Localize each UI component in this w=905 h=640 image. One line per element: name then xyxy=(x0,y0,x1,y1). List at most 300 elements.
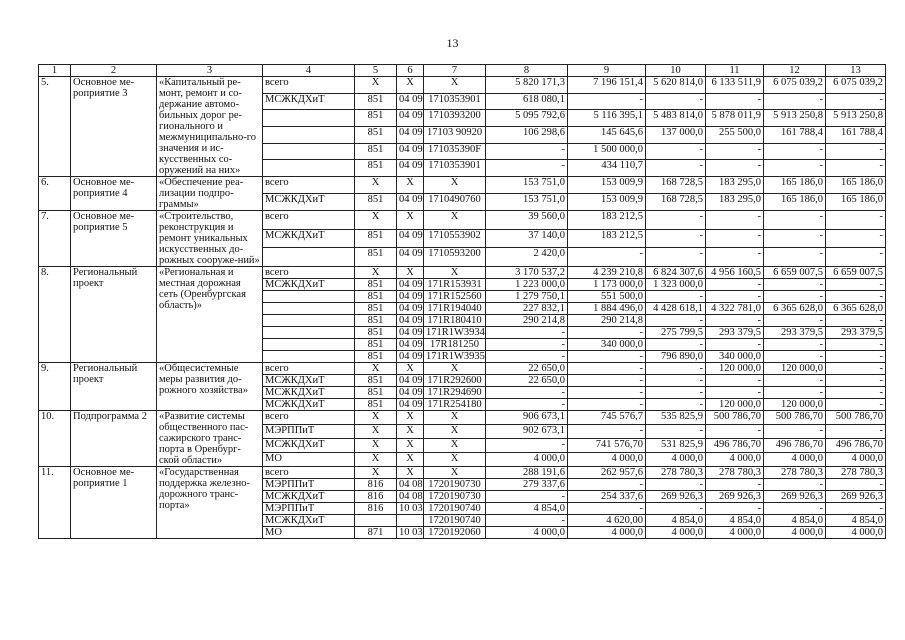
amount-cell: 145 645,6 xyxy=(568,126,646,143)
amount-cell: 5 913 250,8 xyxy=(826,110,886,127)
code-cell: X xyxy=(355,467,397,479)
code-cell: 851 xyxy=(355,93,397,110)
target-article-cell: X xyxy=(424,425,486,439)
amount-cell: 4 854,0 xyxy=(486,503,568,515)
section-cell: X xyxy=(397,77,424,94)
executor-cell xyxy=(263,143,355,160)
amount-cell: - xyxy=(826,211,886,230)
executor-cell xyxy=(263,351,355,363)
code-cell: 851 xyxy=(355,351,397,363)
measure-name-cell: Основное ме-роприятие 1 xyxy=(71,467,157,539)
amount-cell: - xyxy=(568,351,646,363)
executor-cell: всего xyxy=(263,411,355,425)
amount-cell: - xyxy=(764,339,826,351)
amount-cell: 906 673,1 xyxy=(486,411,568,425)
amount-cell: 1 323 000,0 xyxy=(646,279,706,291)
section-cell: 04 09 xyxy=(397,194,424,211)
code-cell: 851 xyxy=(355,303,397,315)
code-cell: 871 xyxy=(355,527,397,539)
amount-cell: 120 000,0 xyxy=(764,399,826,411)
row-number-cell: 9. xyxy=(39,363,71,411)
target-article-cell: X xyxy=(424,177,486,194)
amount-cell: 496 786,70 xyxy=(706,439,764,453)
amount-cell: - xyxy=(826,479,886,491)
section-cell: 10 03 xyxy=(397,503,424,515)
amount-cell: 5 095 792,6 xyxy=(486,110,568,127)
amount-cell: 165 186,0 xyxy=(826,177,886,194)
section-cell: 04 09 xyxy=(397,93,424,110)
amount-cell: 262 957,6 xyxy=(568,467,646,479)
budget-table xyxy=(38,64,886,539)
code-cell: 851 xyxy=(355,248,397,267)
amount-cell: - xyxy=(568,327,646,339)
amount-cell: 340 000,0 xyxy=(568,339,646,351)
code-cell: 851 xyxy=(355,399,397,411)
amount-cell: 153 751,0 xyxy=(486,194,568,211)
target-article-cell: 17R181250 xyxy=(424,339,486,351)
amount-cell: 4 854,0 xyxy=(826,515,886,527)
amount-cell: 1 279 750,1 xyxy=(486,291,568,303)
amount-cell: 4 854,0 xyxy=(706,515,764,527)
table-row xyxy=(39,267,886,279)
amount-cell: - xyxy=(826,399,886,411)
amount-cell: - xyxy=(568,399,646,411)
amount-cell: - xyxy=(568,479,646,491)
code-cell: 851 xyxy=(355,291,397,303)
target-article-cell: X xyxy=(424,363,486,375)
amount-cell: - xyxy=(764,375,826,387)
code-cell: 851 xyxy=(355,375,397,387)
amount-cell: - xyxy=(764,387,826,399)
target-article-cell: 1710490760 xyxy=(424,194,486,211)
amount-cell: 4 000,0 xyxy=(706,453,764,467)
amount-cell: - xyxy=(486,491,568,503)
amount-cell: 161 788,4 xyxy=(764,126,826,143)
code-cell xyxy=(355,515,397,527)
executor-cell: всего xyxy=(263,267,355,279)
section-cell: 04 09 xyxy=(397,303,424,315)
amount-cell: 22 650,0 xyxy=(486,363,568,375)
executor-cell: МО xyxy=(263,453,355,467)
amount-cell: 500 786,70 xyxy=(764,411,826,425)
amount-cell: - xyxy=(486,339,568,351)
section-cell: X xyxy=(397,425,424,439)
column-header: 12 xyxy=(764,65,826,77)
amount-cell: 153 751,0 xyxy=(486,177,568,194)
amount-cell: - xyxy=(568,387,646,399)
row-number-cell: 6. xyxy=(39,177,71,211)
section-cell: X xyxy=(397,453,424,467)
executor-cell xyxy=(263,291,355,303)
amount-cell: - xyxy=(646,229,706,248)
measure-description-cell: «Общесистемные меры развития до-рожного хозяйства» xyxy=(157,363,263,411)
amount-cell: - xyxy=(706,315,764,327)
executor-cell xyxy=(263,339,355,351)
amount-cell: 278 780,3 xyxy=(764,467,826,479)
amount-cell: - xyxy=(486,399,568,411)
amount-cell: - xyxy=(764,279,826,291)
section-cell: X xyxy=(397,411,424,425)
code-cell: X xyxy=(355,411,397,425)
code-cell: 851 xyxy=(355,194,397,211)
amount-cell: 4 956 160,5 xyxy=(706,267,764,279)
amount-cell: - xyxy=(764,248,826,267)
section-cell: 04 09 xyxy=(397,315,424,327)
column-header: 11 xyxy=(706,65,764,77)
amount-cell: - xyxy=(568,248,646,267)
amount-cell: 618 080,1 xyxy=(486,93,568,110)
amount-cell: 278 780,3 xyxy=(706,467,764,479)
column-header: 10 xyxy=(646,65,706,77)
amount-cell: 4 000,0 xyxy=(826,527,886,539)
executor-cell xyxy=(263,110,355,127)
amount-cell: 500 786,70 xyxy=(706,411,764,425)
amount-cell: - xyxy=(646,93,706,110)
section-cell: 04 09 xyxy=(397,339,424,351)
code-cell: X xyxy=(355,267,397,279)
column-header: 4 xyxy=(263,65,355,77)
measure-name-cell: Региональный проект xyxy=(71,267,157,363)
amount-cell: - xyxy=(706,375,764,387)
amount-cell: - xyxy=(826,291,886,303)
column-header: 13 xyxy=(826,65,886,77)
amount-cell: 434 110,7 xyxy=(568,160,646,177)
table-row xyxy=(39,77,886,94)
target-article-cell: X xyxy=(424,467,486,479)
amount-cell: - xyxy=(568,425,646,439)
code-cell: 851 xyxy=(355,110,397,127)
amount-cell: - xyxy=(706,425,764,439)
executor-cell: МЭРППиТ xyxy=(263,479,355,491)
code-cell: 816 xyxy=(355,491,397,503)
code-cell: 851 xyxy=(355,339,397,351)
table-row xyxy=(39,211,886,230)
executor-cell: МСЖКДХиТ xyxy=(263,515,355,527)
column-header: 9 xyxy=(568,65,646,77)
measure-name-cell: Основное ме-роприятие 3 xyxy=(71,77,157,177)
executor-cell xyxy=(263,160,355,177)
code-cell: 851 xyxy=(355,387,397,399)
amount-cell: - xyxy=(764,479,826,491)
amount-cell: 6 075 039,2 xyxy=(826,77,886,94)
target-article-cell: 17103 90920 xyxy=(424,126,486,143)
amount-cell: - xyxy=(646,425,706,439)
amount-cell: - xyxy=(568,93,646,110)
amount-cell: - xyxy=(646,211,706,230)
amount-cell: 168 728,5 xyxy=(646,194,706,211)
executor-cell xyxy=(263,315,355,327)
amount-cell: 6 133 511,9 xyxy=(706,77,764,94)
amount-cell: 168 728,5 xyxy=(646,177,706,194)
amount-cell: 275 799,5 xyxy=(646,327,706,339)
amount-cell: - xyxy=(826,375,886,387)
executor-cell: всего xyxy=(263,211,355,230)
target-article-cell: X xyxy=(424,411,486,425)
amount-cell: 153 009,9 xyxy=(568,177,646,194)
amount-cell: 1 884 496,0 xyxy=(568,303,646,315)
target-article-cell: X xyxy=(424,267,486,279)
section-cell: 04 09 xyxy=(397,143,424,160)
amount-cell: 4 000,0 xyxy=(568,453,646,467)
amount-cell: 5 820 171,3 xyxy=(486,77,568,94)
section-cell: X xyxy=(397,211,424,230)
target-article-cell: 1710393200 xyxy=(424,110,486,127)
column-header: 7 xyxy=(424,65,486,77)
amount-cell: - xyxy=(646,143,706,160)
section-cell: 04 09 xyxy=(397,399,424,411)
amount-cell: 183 295,0 xyxy=(706,177,764,194)
target-article-cell: 1720190730 xyxy=(424,491,486,503)
target-article-cell: 1710353901 xyxy=(424,93,486,110)
amount-cell: 1 500 000,0 xyxy=(568,143,646,160)
amount-cell: - xyxy=(646,160,706,177)
amount-cell: 4 428 618,1 xyxy=(646,303,706,315)
column-header: 8 xyxy=(486,65,568,77)
amount-cell: 183 212,5 xyxy=(568,211,646,230)
target-article-cell: 1720190740 xyxy=(424,515,486,527)
target-article-cell: 171R153931 xyxy=(424,279,486,291)
amount-cell: 153 009,9 xyxy=(568,194,646,211)
page-number: 13 xyxy=(446,36,459,50)
amount-cell: 165 186,0 xyxy=(764,194,826,211)
executor-cell: всего xyxy=(263,77,355,94)
amount-cell: 255 500,0 xyxy=(706,126,764,143)
amount-cell: - xyxy=(764,291,826,303)
amount-cell: 5 116 395,1 xyxy=(568,110,646,127)
executor-cell: МО xyxy=(263,527,355,539)
amount-cell: 4 000,0 xyxy=(568,527,646,539)
amount-cell: 5 878 011,9 xyxy=(706,110,764,127)
measure-description-cell: «Обеспечение реа-лизации подпро-граммы» xyxy=(157,177,263,211)
amount-cell: 183 295,0 xyxy=(706,194,764,211)
amount-cell: 37 140,0 xyxy=(486,229,568,248)
amount-cell: 4 620,00 xyxy=(568,515,646,527)
amount-cell: - xyxy=(486,387,568,399)
amount-cell: 6 365 628,0 xyxy=(826,303,886,315)
amount-cell: 269 926,3 xyxy=(646,491,706,503)
section-cell: X xyxy=(397,177,424,194)
section-cell: 04 09 xyxy=(397,327,424,339)
code-cell: 851 xyxy=(355,315,397,327)
section-cell: 10 03 xyxy=(397,527,424,539)
amount-cell: - xyxy=(646,315,706,327)
target-article-cell: 1710353901 xyxy=(424,160,486,177)
amount-cell: - xyxy=(764,93,826,110)
amount-cell: 293 379,5 xyxy=(764,327,826,339)
amount-cell: - xyxy=(706,339,764,351)
amount-cell: - xyxy=(706,479,764,491)
amount-cell: - xyxy=(568,363,646,375)
amount-cell: 254 337,6 xyxy=(568,491,646,503)
executor-cell: всего xyxy=(263,363,355,375)
amount-cell: 288 191,6 xyxy=(486,467,568,479)
section-cell: 04 08 xyxy=(397,491,424,503)
amount-cell: - xyxy=(826,503,886,515)
amount-cell: - xyxy=(486,143,568,160)
executor-cell: МЭРППиТ xyxy=(263,503,355,515)
target-article-cell: 171035390F xyxy=(424,143,486,160)
amount-cell: - xyxy=(646,387,706,399)
amount-cell: 183 212,5 xyxy=(568,229,646,248)
amount-cell: 5 913 250,8 xyxy=(764,110,826,127)
amount-cell: 4 854,0 xyxy=(646,515,706,527)
amount-cell: 902 673,1 xyxy=(486,425,568,439)
section-cell: 04 09 xyxy=(397,229,424,248)
amount-cell: 1 173 000,0 xyxy=(568,279,646,291)
target-article-cell: 171R292600 xyxy=(424,375,486,387)
section-cell: 04 09 xyxy=(397,248,424,267)
amount-cell: 6 659 007,5 xyxy=(764,267,826,279)
amount-cell: - xyxy=(826,229,886,248)
code-cell: X xyxy=(355,177,397,194)
code-cell: X xyxy=(355,425,397,439)
amount-cell: - xyxy=(646,248,706,267)
section-cell: X xyxy=(397,467,424,479)
amount-cell: - xyxy=(764,211,826,230)
amount-cell: 293 379,5 xyxy=(706,327,764,339)
amount-cell: 39 560,0 xyxy=(486,211,568,230)
amount-cell: 4 000,0 xyxy=(706,527,764,539)
amount-cell: 6 075 039,2 xyxy=(764,77,826,94)
amount-cell: 278 780,3 xyxy=(646,467,706,479)
amount-cell: - xyxy=(706,503,764,515)
target-article-cell: 171R254180 xyxy=(424,399,486,411)
amount-cell: - xyxy=(646,339,706,351)
amount-cell: 535 825,9 xyxy=(646,411,706,425)
amount-cell: 796 890,0 xyxy=(646,351,706,363)
measure-description-cell: «Капитальный ре-монт, ремонт и со-держание автомо-бильных дорог ре-гионального и межмуниципально-го значения и ис-кусственных со-оружений на них» xyxy=(157,77,263,177)
column-header: 5 xyxy=(355,65,397,77)
amount-cell: 4 000,0 xyxy=(646,453,706,467)
amount-cell: 165 186,0 xyxy=(764,177,826,194)
section-cell: 04 09 xyxy=(397,351,424,363)
amount-cell: 269 926,3 xyxy=(764,491,826,503)
measure-description-cell: «Региональная и местная дорожная сеть (Оренбургская область)» xyxy=(157,267,263,363)
amount-cell: - xyxy=(826,351,886,363)
executor-cell xyxy=(263,126,355,143)
executor-cell: МСЖКДХиТ xyxy=(263,387,355,399)
target-article-cell: X xyxy=(424,77,486,94)
amount-cell: 4 000,0 xyxy=(486,453,568,467)
target-article-cell: 1720192060 xyxy=(424,527,486,539)
section-cell: X xyxy=(397,439,424,453)
measure-name-cell: Основное ме-роприятие 4 xyxy=(71,177,157,211)
section-cell: 04 09 xyxy=(397,126,424,143)
amount-cell: 120 000,0 xyxy=(706,363,764,375)
target-article-cell: 171R294690 xyxy=(424,387,486,399)
amount-cell: 531 825,9 xyxy=(646,439,706,453)
amount-cell: - xyxy=(826,363,886,375)
amount-cell: - xyxy=(646,399,706,411)
amount-cell: 161 788,4 xyxy=(826,126,886,143)
executor-cell xyxy=(263,303,355,315)
executor-cell: МСЖКДХиТ xyxy=(263,229,355,248)
amount-cell: 1 223 000,0 xyxy=(486,279,568,291)
executor-cell xyxy=(263,327,355,339)
amount-cell: - xyxy=(646,479,706,491)
amount-cell: 5 483 814,0 xyxy=(646,110,706,127)
target-article-cell: 171R1W3934 xyxy=(424,327,486,339)
measure-description-cell: «Развитие системы общественного пас-сажирского транс-порта в Оренбург-ской области» xyxy=(157,411,263,467)
column-header: 2 xyxy=(71,65,157,77)
measure-description-cell: «Государственная поддержка железно-дорожного транс-порта» xyxy=(157,467,263,539)
row-number-cell: 11. xyxy=(39,467,71,539)
amount-cell: - xyxy=(826,387,886,399)
amount-cell: 279 337,6 xyxy=(486,479,568,491)
code-cell: 851 xyxy=(355,327,397,339)
amount-cell: 293 379,5 xyxy=(826,327,886,339)
code-cell: 851 xyxy=(355,160,397,177)
section-cell: 04 09 xyxy=(397,279,424,291)
amount-cell: - xyxy=(706,279,764,291)
amount-cell: 4 322 781,0 xyxy=(706,303,764,315)
target-article-cell: 1710593200 xyxy=(424,248,486,267)
amount-cell: - xyxy=(646,291,706,303)
amount-cell: - xyxy=(826,425,886,439)
section-cell: 04 09 xyxy=(397,375,424,387)
target-article-cell: X xyxy=(424,211,486,230)
amount-cell: - xyxy=(706,229,764,248)
amount-cell: 4 000,0 xyxy=(764,527,826,539)
target-article-cell: 1720190730 xyxy=(424,479,486,491)
section-cell xyxy=(397,515,424,527)
amount-cell: - xyxy=(764,160,826,177)
executor-cell: МСЖКДХиТ xyxy=(263,439,355,453)
amount-cell: - xyxy=(486,515,568,527)
amount-cell: 500 786,70 xyxy=(826,411,886,425)
executor-cell: МЭРППиТ xyxy=(263,425,355,439)
amount-cell: - xyxy=(826,143,886,160)
amount-cell: - xyxy=(764,425,826,439)
amount-cell: 7 196 151,4 xyxy=(568,77,646,94)
amount-cell: - xyxy=(486,351,568,363)
executor-cell xyxy=(263,248,355,267)
amount-cell: 269 926,3 xyxy=(706,491,764,503)
amount-cell: 278 780,3 xyxy=(826,467,886,479)
code-cell: X xyxy=(355,211,397,230)
amount-cell: - xyxy=(826,279,886,291)
amount-cell: - xyxy=(568,375,646,387)
column-header-row xyxy=(39,65,886,77)
target-article-cell: 171R194040 xyxy=(424,303,486,315)
amount-cell: - xyxy=(486,327,568,339)
amount-cell: 4 239 210,8 xyxy=(568,267,646,279)
row-number-cell: 10. xyxy=(39,411,71,467)
code-cell: X xyxy=(355,363,397,375)
amount-cell: 745 576,7 xyxy=(568,411,646,425)
code-cell: 851 xyxy=(355,126,397,143)
row-number-cell: 5. xyxy=(39,77,71,177)
column-header: 1 xyxy=(39,65,71,77)
amount-cell: - xyxy=(706,160,764,177)
code-cell: X xyxy=(355,453,397,467)
row-number-cell: 8. xyxy=(39,267,71,363)
executor-cell: всего xyxy=(263,177,355,194)
amount-cell: 551 500,0 xyxy=(568,291,646,303)
amount-cell: 137 000,0 xyxy=(646,126,706,143)
amount-cell: - xyxy=(706,387,764,399)
amount-cell: - xyxy=(764,229,826,248)
amount-cell: - xyxy=(706,248,764,267)
amount-cell: - xyxy=(826,339,886,351)
code-cell: X xyxy=(355,77,397,94)
amount-cell: 6 824 307,6 xyxy=(646,267,706,279)
amount-cell: 496 786,70 xyxy=(826,439,886,453)
table-row xyxy=(39,467,886,479)
amount-cell: - xyxy=(826,160,886,177)
executor-cell: МСЖКДХиТ xyxy=(263,491,355,503)
target-article-cell: 171R152560 xyxy=(424,291,486,303)
